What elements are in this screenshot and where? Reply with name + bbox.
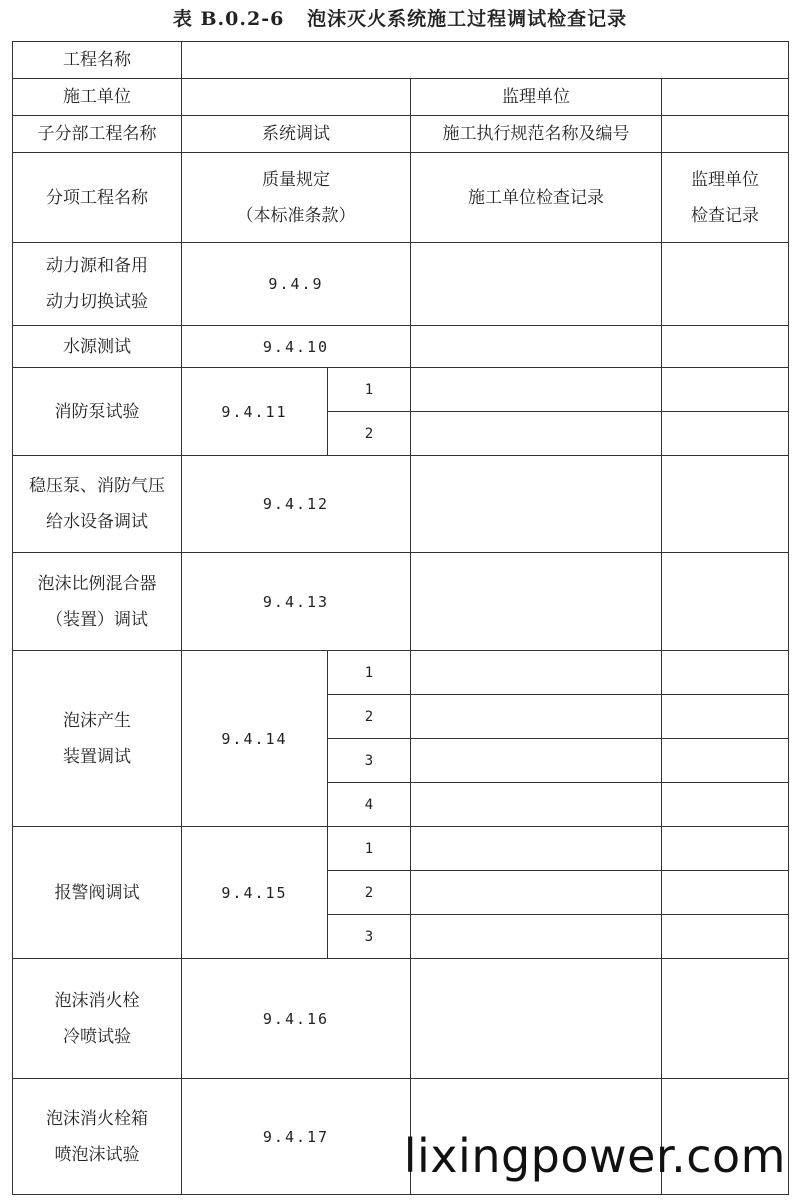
spec-value[interactable] xyxy=(662,116,789,153)
supervision-record-cell[interactable] xyxy=(662,243,789,326)
construction-record-cell[interactable] xyxy=(411,739,662,783)
sub-item-number: 4 xyxy=(328,783,411,827)
sub-item-number: 2 xyxy=(328,412,411,456)
clause: 9.4.13 xyxy=(182,553,411,651)
supervision-record-cell[interactable] xyxy=(662,553,789,651)
construction-record-cell[interactable] xyxy=(411,368,662,412)
inspection-record-table xyxy=(12,41,789,1195)
clause: 9.4.15 xyxy=(182,827,328,959)
supervision-unit-value[interactable] xyxy=(662,79,789,116)
construction-unit-value[interactable] xyxy=(182,79,411,116)
clause: 9.4.12 xyxy=(182,456,411,553)
construction-record-cell[interactable] xyxy=(411,783,662,827)
supervision-record-cell[interactable] xyxy=(662,871,789,915)
supervision-record-cell[interactable] xyxy=(662,456,789,553)
sub-item-number: 1 xyxy=(328,827,411,871)
supervision-record-cell[interactable] xyxy=(662,827,789,871)
supervision-record-cell[interactable] xyxy=(662,368,789,412)
supervision-record-cell[interactable] xyxy=(662,695,789,739)
construction-record-cell[interactable] xyxy=(411,553,662,651)
sub-item-number: 1 xyxy=(328,368,411,412)
subproject-label: 子分部工程名称 xyxy=(13,116,182,153)
supervision-unit-label: 监理单位 xyxy=(411,79,662,116)
sub-item-number: 3 xyxy=(328,915,411,959)
clause: 9.4.14 xyxy=(182,651,328,827)
spec-label: 施工执行规范名称及编号 xyxy=(411,116,662,153)
project-name-label: 工程名称 xyxy=(13,42,182,79)
clause: 9.4.9 xyxy=(182,243,411,326)
item-name: 泡沫消火栓箱 喷泡沫试验 xyxy=(13,1079,182,1195)
construction-record-cell[interactable] xyxy=(411,651,662,695)
table-title: 表 B.0.2-6 泡沫灭火系统施工过程调试检查记录 xyxy=(172,8,628,30)
quality-header: 质量规定 （本标准条款） xyxy=(182,153,411,243)
item-name: 水源测试 xyxy=(13,326,182,368)
sub-item-number: 2 xyxy=(328,871,411,915)
subproject-value: 系统调试 xyxy=(182,116,411,153)
item-name: 动力源和备用 动力切换试验 xyxy=(13,243,182,326)
item-name: 泡沫消火栓 冷喷试验 xyxy=(13,959,182,1079)
construction-record-cell[interactable] xyxy=(411,412,662,456)
construction-record-cell[interactable] xyxy=(411,959,662,1079)
sub-item-number: 2 xyxy=(328,695,411,739)
construction-record-cell[interactable] xyxy=(411,456,662,553)
project-name-value[interactable] xyxy=(182,42,789,79)
construction-record-cell[interactable] xyxy=(411,915,662,959)
supervision-record-cell[interactable] xyxy=(662,651,789,695)
supervision-record-cell[interactable] xyxy=(662,326,789,368)
item-name: 泡沫产生 装置调试 xyxy=(13,651,182,827)
item-name: 消防泵试验 xyxy=(13,368,182,456)
item-name: 稳压泵、消防气压 给水设备调试 xyxy=(13,456,182,553)
sub-item-number: 3 xyxy=(328,739,411,783)
item-name-header: 分项工程名称 xyxy=(13,153,182,243)
watermark: lixingpower.com xyxy=(403,1129,786,1183)
clause: 9.4.17 xyxy=(182,1079,411,1195)
construction-record-cell[interactable] xyxy=(411,243,662,326)
supervision-record-cell[interactable] xyxy=(662,412,789,456)
clause: 9.4.11 xyxy=(182,368,328,456)
construction-record-cell[interactable] xyxy=(411,695,662,739)
construction-record-cell[interactable] xyxy=(411,326,662,368)
supervision-record-cell[interactable] xyxy=(662,915,789,959)
supervision-record-cell[interactable] xyxy=(662,959,789,1079)
construction-record-cell[interactable] xyxy=(411,871,662,915)
supervision-record-cell[interactable] xyxy=(662,783,789,827)
construction-record-header: 施工单位检查记录 xyxy=(411,153,662,243)
clause: 9.4.10 xyxy=(182,326,411,368)
item-name: 泡沫比例混合器 （装置）调试 xyxy=(13,553,182,651)
construction-record-cell[interactable] xyxy=(411,827,662,871)
sub-item-number: 1 xyxy=(328,651,411,695)
construction-unit-label: 施工单位 xyxy=(13,79,182,116)
clause: 9.4.16 xyxy=(182,959,411,1079)
supervision-record-header: 监理单位 检查记录 xyxy=(662,153,789,243)
item-name: 报警阀调试 xyxy=(13,827,182,959)
supervision-record-cell[interactable] xyxy=(662,739,789,783)
